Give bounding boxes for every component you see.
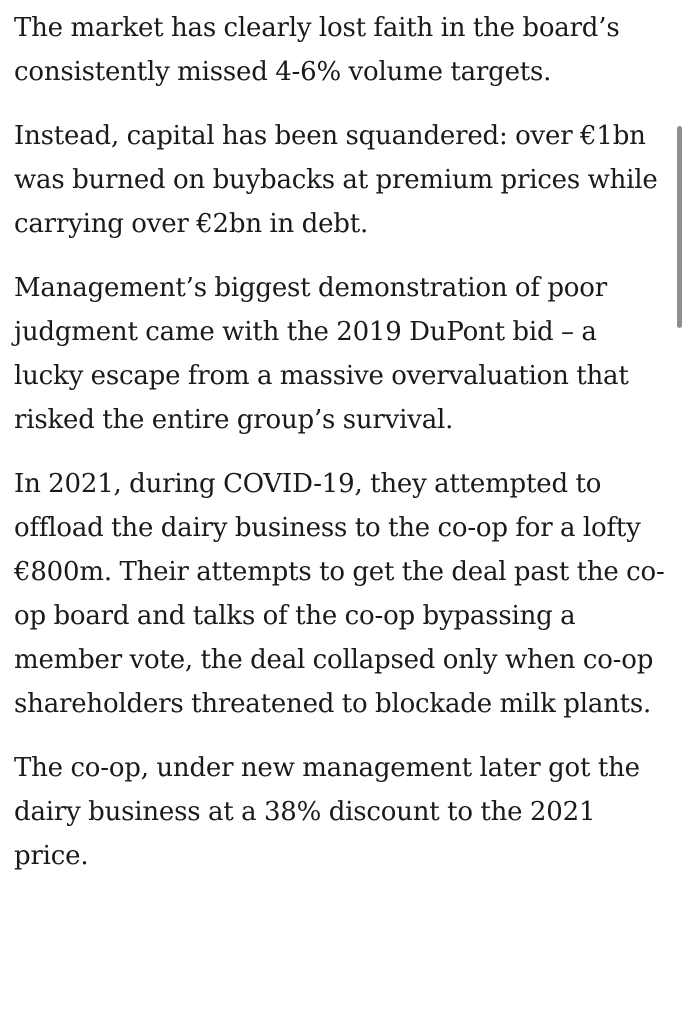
paragraph-2: Instead, capital has been squandered: over €1bn was burned on buybacks at premium prices while carrying over €2bn in debt.	[14, 121, 658, 239]
paragraph-4: In 2021, during COVID-19, they attempted to offload the dairy business to the co-op for a lofty €800m. Their attempts to get the deal past the co-op board and talks of the co-op bypassing a member vote, the deal collapsed only when co-op shareholders threatened to blockade milk plants.	[14, 469, 665, 719]
scrollbar-thumb[interactable]	[677, 126, 682, 328]
article-body	[14, 0, 666, 878]
paragraph-1: The market has clearly lost faith in the board’s consistently missed 4-6% volume targets.	[14, 13, 620, 87]
paragraph-3: Management’s biggest demonstration of poor judgment came with the 2019 DuPont bid – a lucky escape from a massive overvaluation that risked the entire group’s survival.	[14, 273, 629, 435]
paragraph-5: The co-op, under new management later got the dairy business at a 38% discount to the 2021 price.	[14, 753, 640, 871]
